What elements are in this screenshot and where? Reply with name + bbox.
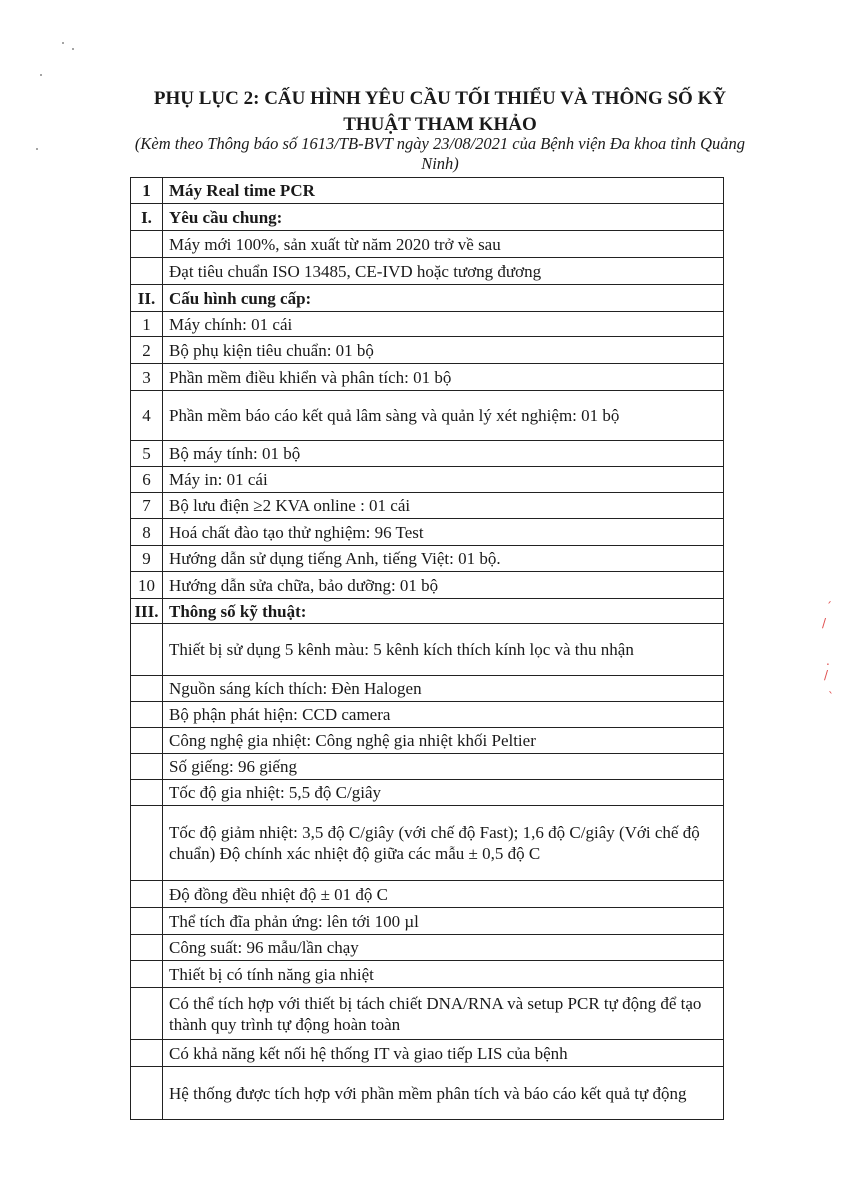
row-content-cell: Thiết bị sử dụng 5 kênh màu: 5 kênh kích thích kính lọc và thu nhận	[163, 624, 724, 676]
row-number-cell	[131, 1067, 163, 1120]
row-number-cell	[131, 258, 163, 285]
table-row	[131, 806, 724, 881]
table-row	[131, 780, 724, 806]
row-content-cell: Có thể tích hợp với thiết bị tách chiết DNA/RNA và setup PCR tự động để tạo thành quy trình tự động hoàn toàn	[163, 988, 724, 1040]
spec-table	[130, 177, 724, 1120]
row-content-cell: Thiết bị có tính năng gia nhiệt	[163, 961, 724, 988]
row-number-cell	[131, 780, 163, 806]
row-content-cell: Bộ máy tính: 01 bộ	[163, 441, 724, 467]
table-row	[131, 676, 724, 702]
table-row	[131, 1040, 724, 1067]
row-content-cell: Thể tích đĩa phản ứng: lên tới 100 µl	[163, 908, 724, 935]
row-content-cell: Hệ thống được tích hợp với phần mềm phân tích và báo cáo kết quả tự động	[163, 1067, 724, 1120]
row-content-cell: Tốc độ gia nhiệt: 5,5 độ C/giây	[163, 780, 724, 806]
row-content-cell: Máy mới 100%, sản xuất từ năm 2020 trở về sau	[163, 231, 724, 258]
row-number-cell: 1	[131, 312, 163, 337]
row-number-cell: I.	[131, 204, 163, 231]
row-number-cell	[131, 806, 163, 881]
row-content-cell: Hướng dẫn sửa chữa, bảo dưỡng: 01 bộ	[163, 572, 724, 599]
row-number-cell	[131, 676, 163, 702]
row-number-cell	[131, 881, 163, 908]
table-row	[131, 312, 724, 337]
row-content-cell: Nguồn sáng kích thích: Đèn Halogen	[163, 676, 724, 702]
row-number-cell: 2	[131, 337, 163, 364]
row-content-cell: Có khả năng kết nối hệ thống IT và giao tiếp LIS của bệnh	[163, 1040, 724, 1067]
red-pen-mark: ˊ	[826, 600, 832, 614]
row-content-cell: Bộ lưu điện ≥2 KVA online : 01 cái	[163, 493, 724, 519]
red-pen-mark: /	[824, 668, 829, 682]
row-content-cell: Phần mềm điều khiển và phân tích: 01 bộ	[163, 364, 724, 391]
table-row	[131, 1067, 724, 1120]
row-number-cell: 8	[131, 519, 163, 546]
row-number-cell: 1	[131, 178, 163, 204]
row-content-cell: Hướng dẫn sử dụng tiếng Anh, tiếng Việt: 01 bộ.	[163, 546, 724, 572]
table-row	[131, 546, 724, 572]
table-row	[131, 961, 724, 988]
table-row	[131, 519, 724, 546]
table-row	[131, 467, 724, 493]
row-number-cell: 7	[131, 493, 163, 519]
table-row	[131, 258, 724, 285]
row-content-cell: Máy chính: 01 cái	[163, 312, 724, 337]
row-number-cell: 6	[131, 467, 163, 493]
table-row	[131, 754, 724, 780]
row-content-cell: Độ đồng đều nhiệt độ ± 01 độ C	[163, 881, 724, 908]
row-number-cell	[131, 231, 163, 258]
row-content-cell: Máy in: 01 cái	[163, 467, 724, 493]
row-number-cell: III.	[131, 599, 163, 624]
scan-speck	[40, 74, 42, 76]
table-row	[131, 702, 724, 728]
table-row	[131, 204, 724, 231]
table-row	[131, 337, 724, 364]
row-content-cell: Công suất: 96 mẫu/lần chạy	[163, 935, 724, 961]
row-number-cell: II.	[131, 285, 163, 312]
table-row	[131, 881, 724, 908]
row-number-cell: 9	[131, 546, 163, 572]
row-content-cell: Máy Real time PCR	[163, 178, 724, 204]
row-number-cell: 3	[131, 364, 163, 391]
table-row	[131, 364, 724, 391]
table-row	[131, 231, 724, 258]
row-number-cell: 4	[131, 391, 163, 441]
row-content-cell: Đạt tiêu chuẩn ISO 13485, CE-IVD hoặc tương đương	[163, 258, 724, 285]
table-row	[131, 178, 724, 204]
table-row	[131, 285, 724, 312]
red-pen-mark: .	[826, 654, 830, 668]
row-content-cell: Thông số kỹ thuật:	[163, 599, 724, 624]
table-row	[131, 988, 724, 1040]
row-number-cell	[131, 988, 163, 1040]
table-row	[131, 599, 724, 624]
row-number-cell	[131, 624, 163, 676]
table-row	[131, 728, 724, 754]
row-number-cell	[131, 908, 163, 935]
row-number-cell: 10	[131, 572, 163, 599]
row-content-cell: Hoá chất đào tạo thử nghiệm: 96 Test	[163, 519, 724, 546]
row-number-cell	[131, 728, 163, 754]
row-content-cell: Bộ phận phát hiện: CCD camera	[163, 702, 724, 728]
row-number-cell: 5	[131, 441, 163, 467]
row-content-cell: Cấu hình cung cấp:	[163, 285, 724, 312]
title-line-1: PHỤ LỤC 2: CẤU HÌNH YÊU CẦU TỐI THIỂU VÀ THÔNG SỐ KỸ	[153, 88, 727, 109]
document-title	[120, 86, 760, 138]
table-row	[131, 441, 724, 467]
row-number-cell	[131, 1040, 163, 1067]
row-content-cell: Yêu cầu chung:	[163, 204, 724, 231]
row-content-cell: Số giếng: 96 giếng	[163, 754, 724, 780]
row-number-cell	[131, 702, 163, 728]
table-row	[131, 493, 724, 519]
table-row	[131, 624, 724, 676]
scan-speck	[72, 48, 74, 50]
table-row	[131, 391, 724, 441]
row-content-cell: Tốc độ giảm nhiệt: 3,5 độ C/giây (với chế độ Fast); 1,6 độ C/giây (Với chế độ chuẩn) Độ chính xác nhiệt độ giữa các mẫu ± 0,5 độ C	[163, 806, 724, 881]
scan-speck	[36, 148, 38, 150]
row-content-cell: Bộ phụ kiện tiêu chuẩn: 01 bộ	[163, 337, 724, 364]
row-content-cell: Phần mềm báo cáo kết quả lâm sàng và quản lý xét nghiệm: 01 bộ	[163, 391, 724, 441]
table-row	[131, 935, 724, 961]
table-row	[131, 908, 724, 935]
row-content-cell: Công nghệ gia nhiệt: Công nghệ gia nhiệt khối Peltier	[163, 728, 724, 754]
document-subtitle: (Kèm theo Thông báo số 1613/TB-BVT ngày 23/08/2021 của Bệnh viện Đa khoa tỉnh Quảng Ninh)	[134, 134, 746, 173]
spec-table-body	[131, 178, 724, 1120]
row-number-cell	[131, 961, 163, 988]
table-row	[131, 572, 724, 599]
title-line-2: THUẬT THAM KHẢO	[343, 114, 537, 135]
red-pen-mark: ˋ	[828, 690, 834, 704]
row-number-cell	[131, 935, 163, 961]
row-number-cell	[131, 754, 163, 780]
scan-speck	[62, 42, 64, 44]
red-pen-mark: /	[822, 616, 827, 630]
